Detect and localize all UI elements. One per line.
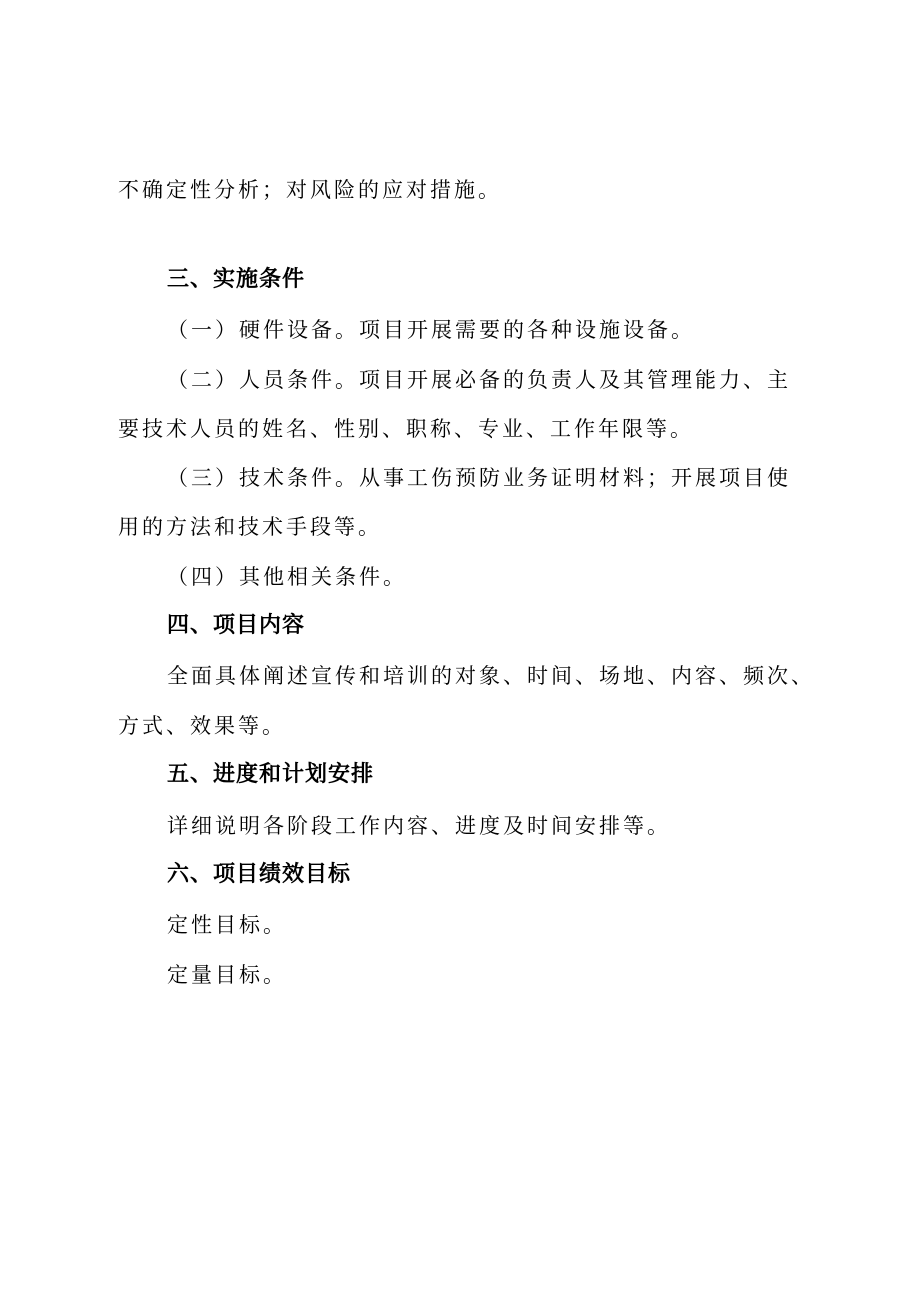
paragraph-line: 用的方法和技术手段等。: [118, 515, 382, 539]
paragraph-line: 全面具体阐述宣传和培训的对象、时间、场地、内容、频次、: [167, 664, 815, 688]
section-heading: 五、进度和计划安排: [167, 762, 375, 787]
paragraph-line: （三）技术条件。从事工伤预防业务证明材料；开展项目使: [167, 466, 791, 490]
paragraph-line: 详细说明各阶段工作内容、进度及时间安排等。: [167, 814, 671, 838]
section-heading: 三、实施条件: [167, 267, 306, 292]
paragraph-line: 定性目标。: [167, 913, 287, 937]
paragraph-line: 要技术人员的姓名、性别、职称、专业、工作年限等。: [118, 417, 694, 441]
paragraph-line: （二）人员条件。项目开展必备的负责人及其管理能力、主: [167, 368, 791, 392]
section-heading: 四、项目内容: [167, 613, 306, 638]
paragraph-line: 定量目标。: [167, 963, 287, 987]
paragraph-line: （四）其他相关条件。: [167, 565, 407, 589]
paragraph-line: （一）硬件设备。项目开展需要的各种设施设备。: [167, 318, 695, 342]
section-heading: 六、项目绩效目标: [167, 862, 352, 887]
paragraph-line: 不确定性分析；对风险的应对措施。: [118, 178, 502, 202]
paragraph-line: 方式、效果等。: [118, 714, 286, 738]
